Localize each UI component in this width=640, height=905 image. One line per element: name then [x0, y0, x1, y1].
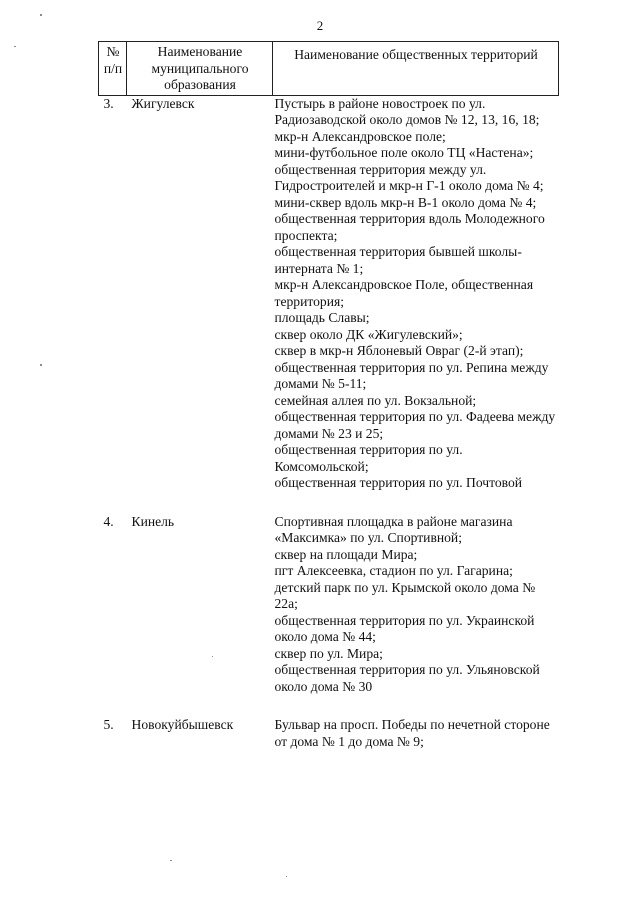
table-row: [99, 95, 559, 514]
municipality-name: Кинель: [131, 513, 175, 529]
territories-table: [98, 41, 559, 750]
territory-item: общественная территория по ул. Фадеева между домами № 23 и 25;: [274, 409, 556, 441]
table-header: [99, 42, 559, 96]
table-row: [99, 514, 559, 718]
territory-item: Пустырь в районе новостроек по ул. Радиозаводской около домов № 12, 13, 16, 18;: [274, 95, 540, 127]
municipality-name: Жигулевск: [127, 95, 273, 514]
territory-item: общественная территория по ул. Комсомольской;: [274, 442, 463, 474]
territory-item: мкр-н Александровское поле;: [274, 128, 446, 144]
header-municipality: Наименование муниципального образования: [127, 42, 273, 96]
scan-speck: [286, 876, 287, 877]
row-number: 5.: [103, 717, 114, 732]
table-row: [99, 717, 559, 750]
territory-item: общественная территория по ул. Репина между домами № 5-11;: [274, 359, 549, 391]
row-number: 3.: [99, 95, 127, 514]
territory-item: общественная территория по ул. Ульяновской около дома № 30: [274, 662, 540, 694]
territory-item: сквер на площади Мира;: [274, 546, 418, 562]
territory-item: общественная территория вдоль Молодежного проспекта;: [274, 211, 545, 243]
territory-item: мини-сквер вдоль мкр-н В-1 около дома № 4;: [274, 194, 537, 210]
territory-item: общественная территория бывшей школы-интерната № 1;: [274, 244, 522, 276]
territory-item: общественная территория между ул. Гидростроителей и мкр-н Г-1 около дома № 4;: [274, 161, 544, 193]
territory-item: Бульвар на просп. Победы по нечетной стороне от дома № 1 до дома № 9;: [274, 717, 550, 749]
row-number: 4.: [103, 513, 114, 529]
page-number: 2: [316, 18, 324, 33]
territory-item: сквер в мкр-н Яблоневый Овраг (2-й этап);: [274, 343, 524, 358]
scan-speck: [40, 364, 42, 366]
scan-speck: [170, 860, 172, 861]
territory-item: общественная территория по ул. Почтовой: [274, 475, 523, 490]
territory-item: сквер около ДК «Жигулевский»;: [274, 326, 463, 342]
territory-item: сквер по ул. Мира;: [274, 645, 383, 661]
territory-item: детский парк по ул. Крымской около дома № 22а;: [274, 579, 536, 611]
territory-list: [273, 514, 559, 718]
territory-item: мини-футбольное поле около ТЦ «Настена»;: [274, 145, 534, 160]
header-territories: Наименование общественных территорий: [273, 42, 559, 96]
territory-item: пгт Алексеевка, стадион по ул. Гагарина;: [274, 563, 513, 578]
territory-item: общественная территория по ул. Украинской около дома № 44;: [274, 612, 535, 644]
territory-item: Спортивная площадка в районе магазина «Максимка» по ул. Спортивной;: [274, 513, 513, 545]
scan-speck: [40, 14, 42, 16]
scan-speck: [14, 46, 16, 47]
municipality-name: Новокуйбышевск: [131, 717, 234, 732]
territory-item: семейная аллея по ул. Вокзальной;: [274, 392, 477, 408]
scan-speck: [212, 656, 213, 657]
header-number: № п/п: [99, 42, 127, 96]
territory-item: мкр-н Александровское Поле, общественная территория;: [274, 277, 534, 309]
territory-list: [273, 95, 559, 514]
territory-item: площадь Славы;: [274, 310, 370, 325]
territory-list: [273, 717, 559, 750]
